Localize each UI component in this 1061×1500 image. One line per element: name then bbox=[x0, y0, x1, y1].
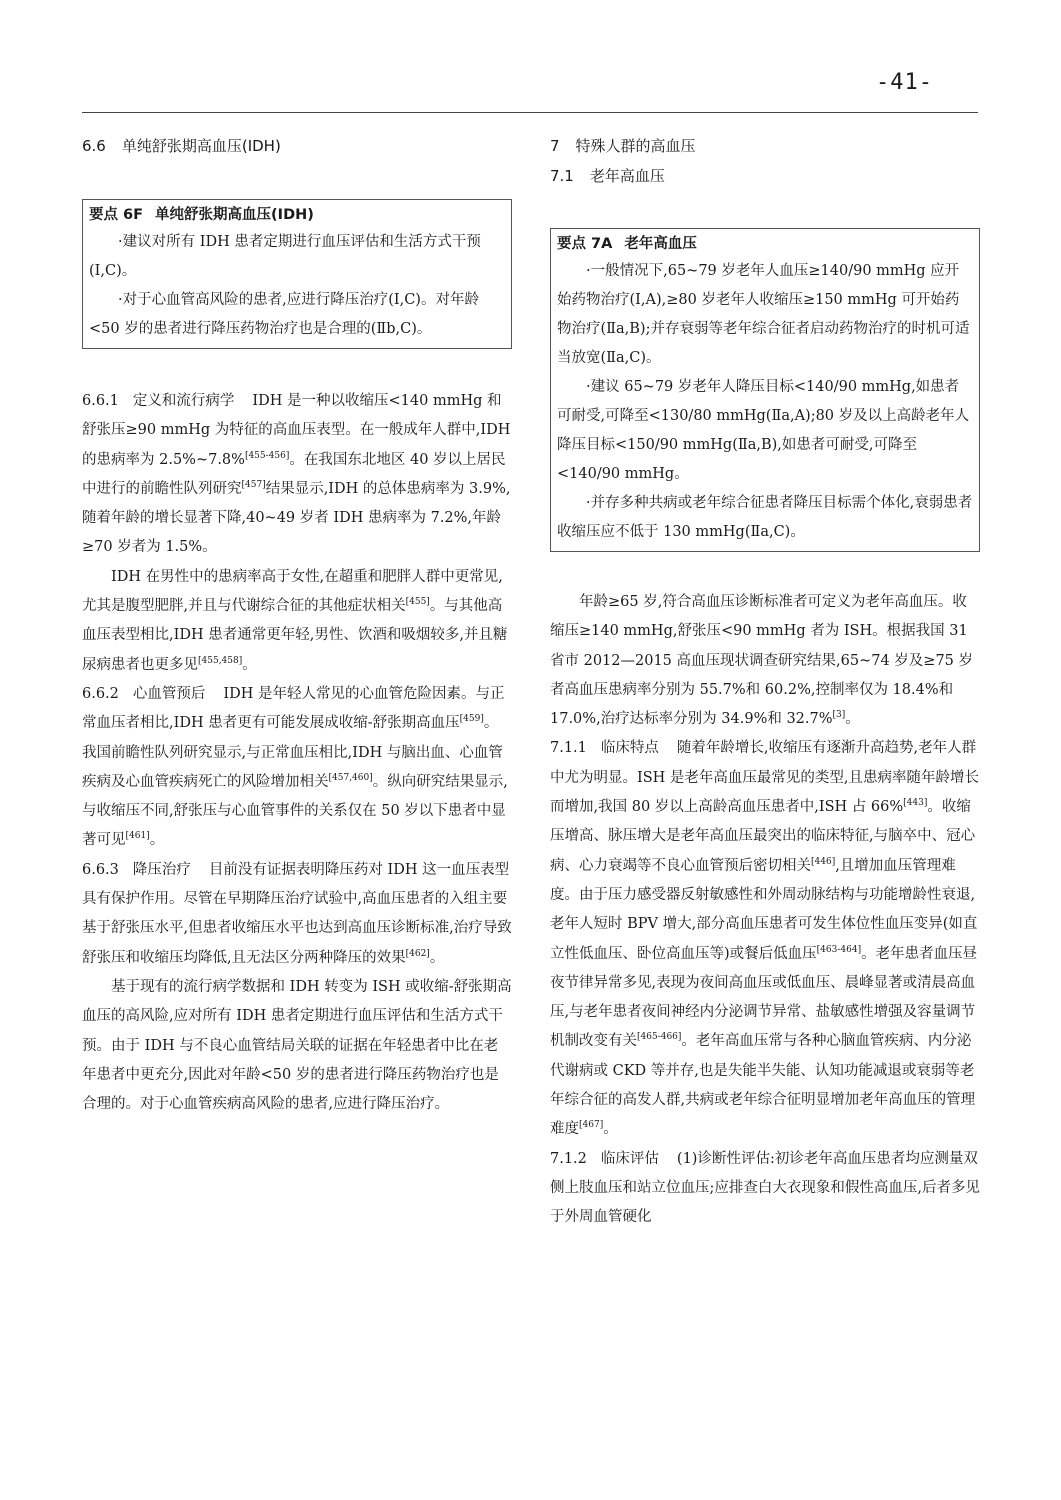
key-points-label: 要点 6F bbox=[89, 207, 144, 223]
key-points-heading: 单纯舒张期高血压(IDH) bbox=[155, 207, 314, 223]
paragraph-6-6-3 bbox=[82, 856, 512, 973]
text-run: 。 bbox=[845, 711, 860, 728]
text-run: 。在我国东北地区 40 岁以上居民中进行的前瞻性队列研究 bbox=[82, 451, 506, 497]
subsection-title: 降压治疗 bbox=[132, 861, 191, 878]
text-run: 。 bbox=[429, 949, 445, 966]
key-points-title bbox=[557, 232, 973, 257]
subsection-title: 定义和流行病学 bbox=[132, 393, 235, 409]
subsection-number: 6.6.2 bbox=[82, 685, 119, 702]
left-column bbox=[82, 134, 512, 1119]
subsection-number: 6.6.3 bbox=[82, 861, 119, 878]
citation: [455] bbox=[405, 597, 430, 608]
subsection-number: 6.6.1 bbox=[82, 393, 119, 409]
paragraph-7-1-1 bbox=[550, 734, 980, 1144]
key-points-title bbox=[89, 203, 505, 228]
text-run: 。 bbox=[242, 656, 257, 673]
subsection-title: 心血管预后 bbox=[132, 685, 206, 702]
right-body bbox=[550, 588, 980, 1233]
citation: [446] bbox=[811, 856, 836, 867]
paragraph-idh-recommendation: 基于现有的流行病学数据和 IDH 转变为 ISH 或收缩-舒张期高血压的高风险,应对所有 IDH 患者定期进行血压评估和生活方式干预。由于 IDH 与不良心血管结局关联的证据在年轻患者中比在老年患者中更充分,因此对年龄<50 岁的患者进行降压药物治疗也是合理的。对于心血管疾病高风险的患者,应进行降压治疗。 bbox=[82, 978, 512, 1113]
left-body bbox=[82, 387, 512, 1119]
text-run: 随着年龄增长,收缩压有逐渐升高趋势,老年人群中尤为明显。ISH 是老年高血压最常见的类型,且患病率随年龄增长而增加,我国 80 岁以上高龄高血压患者中,ISH 占 66% bbox=[550, 740, 980, 816]
section-heading-7-1 bbox=[550, 164, 980, 188]
key-point-item: ·并存多种共病或老年综合征患者降压目标需个体化,衰弱患者收缩压应不低于 130 mmHg(Ⅱa,C)。 bbox=[557, 495, 973, 540]
text-run: 。老年高血压常与各种心脑血管疾病、内分泌代谢病或 CKD 等并存,也是失能半失能、认知功能减退或衰弱等老年综合征的高发人群,共病或老年综合征明显增加老年高血压的管理难度 bbox=[550, 1033, 976, 1138]
citation: [465-466] bbox=[637, 1032, 682, 1043]
text-run: 。纵向研究结果显示,与收缩压不同,舒张压与心血管事件的关系仅在 50 岁以下患者中显著可见 bbox=[82, 773, 508, 849]
paragraph-idh-prevalence bbox=[82, 563, 512, 680]
subsection-title: 临床评估 bbox=[600, 1150, 659, 1167]
paragraph-elderly-definition bbox=[550, 588, 980, 734]
text-run: IDH 是一种以收缩压<140 mmHg 和舒张压≥90 mmHg 为特征的高血压表型。在一般成年人群中,IDH 的患病率为 2.5%~7.8% bbox=[82, 393, 511, 468]
key-point-item: ·建议 65~79 岁老年人降压目标<140/90 mmHg,如患者可耐受,可降至<130/80 mmHg(Ⅱa,A);80 岁及以上高龄老年人降压目标<150/90 mmHg(Ⅱa,B),如患者可耐受,可降至<140/90 mmHg。 bbox=[557, 379, 970, 482]
citation: [457] bbox=[241, 480, 266, 491]
section-number: 7.1 bbox=[550, 167, 574, 185]
citation: [443] bbox=[903, 798, 928, 809]
text-run: 结果显示,IDH 的总体患病率为 3.9%,随着年龄的增长显著下降,40~49 岁者 IDH 患病率为 7.2%,年龄≥70 岁者为 1.5%。 bbox=[82, 480, 511, 556]
page-number: -41- bbox=[876, 70, 933, 95]
paragraph-6-6-1 bbox=[82, 387, 512, 563]
section-number: 6.6 bbox=[82, 137, 106, 155]
key-points-box-6f bbox=[82, 199, 512, 349]
subsection-number: 7.1.2 bbox=[550, 1150, 587, 1167]
subsection-number: 7.1.1 bbox=[550, 740, 587, 757]
text-run: 。老年患者血压昼夜节律异常多见,表现为夜间高血压或低血压、晨峰显著或清晨高血压,与老年患者夜间神经内分泌调节异常、盐敏感性增强及容量调节机制改变有关 bbox=[550, 945, 978, 1050]
citation: [459] bbox=[459, 714, 484, 725]
key-points-label: 要点 7A bbox=[557, 236, 613, 252]
key-point-item: ·一般情况下,65~79 岁老年人血压≥140/90 mmHg 应开始药物治疗(Ⅰ,A),≥80 岁老年人收缩压≥150 mmHg 可开始药物治疗(Ⅱa,B);并存衰弱等老年综合征者启动药物治疗的时机可适当放宽(Ⅱa,C)。 bbox=[557, 263, 970, 366]
key-point-item: ·建议对所有 IDH 患者定期进行血压评估和生活方式干预(Ⅰ,C)。 bbox=[89, 234, 481, 279]
subsection-title: 临床特点 bbox=[600, 740, 659, 757]
right-column bbox=[550, 134, 980, 1233]
header-rule bbox=[82, 112, 978, 113]
section-title: 单纯舒张期高血压(IDH) bbox=[121, 137, 281, 155]
paragraph-7-1-2 bbox=[550, 1145, 980, 1233]
citation: [461] bbox=[125, 831, 150, 842]
text-run: 。 bbox=[149, 832, 165, 849]
text-run: 。我国前瞻性队列研究显示,与正常血压相比,IDH 与脑出血、心血管疾病及心血管疾病死亡的风险增加相关 bbox=[82, 715, 503, 790]
citation: [457,460] bbox=[328, 773, 373, 784]
text-run: IDH 在男性中的患病率高于女性,在超重和肥胖人群中更常见,尤其是腹型肥胖,并且与代谢综合征的其他症状相关 bbox=[82, 568, 503, 615]
key-points-box-7a bbox=[550, 228, 980, 552]
chapter-title: 特殊人群的高血压 bbox=[575, 137, 696, 155]
key-points-heading: 老年高血压 bbox=[624, 236, 697, 252]
text-run: 。 bbox=[603, 1121, 618, 1138]
chapter-heading-7 bbox=[550, 134, 980, 158]
section-heading-6-6 bbox=[82, 134, 512, 158]
citation: [3] bbox=[832, 710, 846, 721]
text-run: (1)诊断性评估:初诊老年高血压患者均应测量双侧上肢血压和站立位血压;应排查白大衣现象和假性高血压,后者多见于外周血管硬化 bbox=[550, 1150, 980, 1226]
chapter-number: 7 bbox=[550, 137, 560, 155]
text-run: IDH 是年轻人常见的心血管危险因素。与正常血压者相比,IDH 患者更有可能发展成收缩-舒张期高血压 bbox=[82, 685, 505, 732]
citation: [463-464] bbox=[816, 944, 862, 955]
citation: [455-456] bbox=[244, 450, 290, 461]
citation: [455,458] bbox=[198, 655, 243, 666]
text-run: 年龄≥65 岁,符合高血压诊断标准者可定义为老年高血压。收缩压≥140 mmHg,舒张压<90 mmHg 者为 ISH。根据我国 31 省市 2012—2015 高血压现状调查研究结果,65~74 岁及≥75 岁者高血压患病率分别为 55.7%和 60.2%,控制率仅为 18.4%和 17.0%,治疗达标率分别为 34.9%和 32.7% bbox=[550, 594, 973, 728]
key-point-item: ·对于心血管高风险的患者,应进行降压治疗(Ⅰ,C)。对年龄<50 岁的患者进行降压药物治疗也是合理的(Ⅱb,C)。 bbox=[89, 292, 479, 337]
paragraph-6-6-2 bbox=[82, 680, 512, 856]
section-title: 老年高血压 bbox=[589, 167, 665, 185]
text-run: 。与其他高血压表型相比,IDH 患者通常更年轻,男性、饮酒和吸烟较多,并且糖尿病患者也更多见 bbox=[82, 598, 508, 673]
text-run: 目前没有证据表明降压药对 IDH 这一血压表型具有保护作用。尽管在早期降压治疗试验中,高血压患者的入组主要基于舒张压水平,但患者收缩压水平也达到高血压诊断标准,治疗导致舒张压和收缩压均降低,且无法区分两种降压的效果 bbox=[82, 861, 512, 966]
citation: [462] bbox=[405, 948, 430, 959]
text-run: ,且增加血压管理难度。由于压力感受器反射敏感性和外周动脉结构与功能增龄性衰退,老年人短时 BPV 增大,部分高血压患者可发生体位性血压变异(如直立性低血压、卧位高血压等)或餐后低血压 bbox=[550, 857, 978, 962]
citation: [467] bbox=[579, 1120, 604, 1131]
text-run: 。收缩压增高、脉压增大是老年高血压最突出的临床特征,与脑卒中、冠心病、心力衰竭等不良心血管预后密切相关 bbox=[550, 799, 976, 874]
